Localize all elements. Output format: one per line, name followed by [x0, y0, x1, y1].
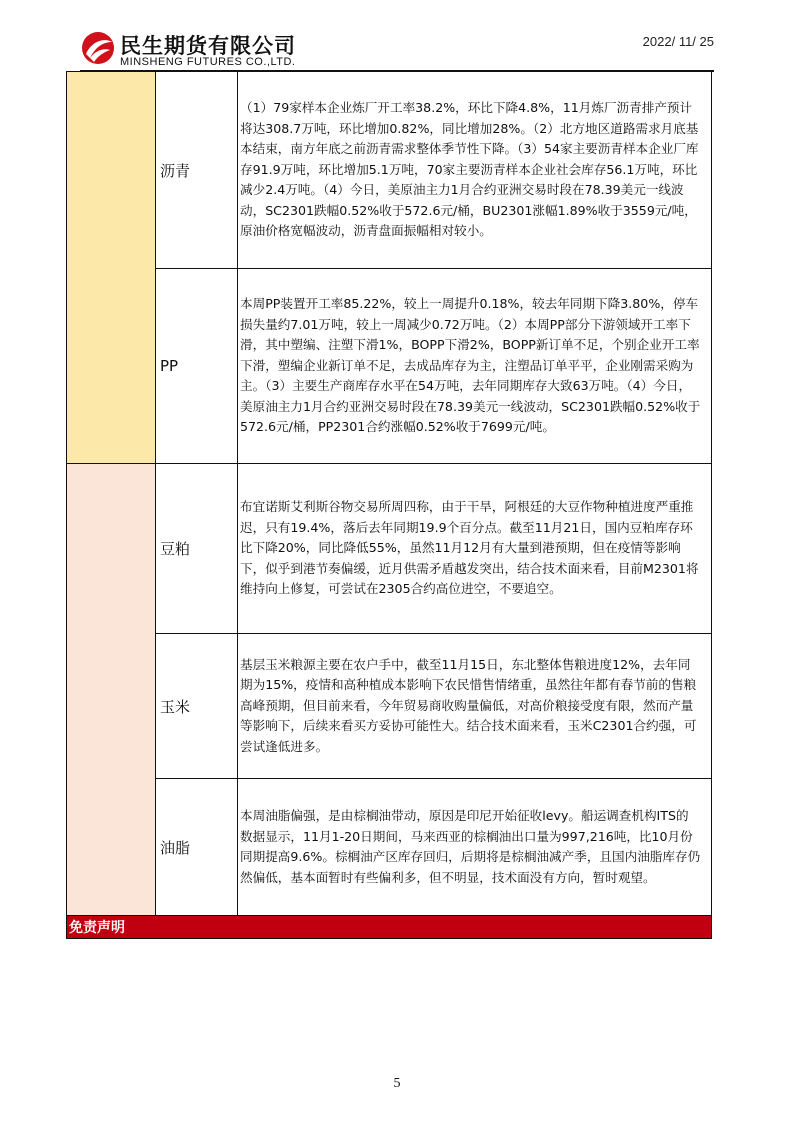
table-row: [67, 779, 712, 916]
commodity-table: [66, 71, 712, 939]
product-name: 沥青: [156, 72, 238, 269]
category-cell-agri: [67, 464, 156, 916]
product-name: 豆粕: [156, 464, 238, 634]
minsheng-logo-icon: [80, 30, 116, 66]
product-analysis: 基层玉米粮源主要在农户手中，截至11月15日，东北整体售粮进度12%，去年同期为15%，疫情和高种植成本影响下农民惜售情绪重，虽然往年都有春节前的售粮高峰预期，但目前来看，今年贸易商收购量偏低，对高价粮接受度有限，然而产量等影响下，后续来看买方妥协可能性大。结合技术面来看，玉米C2301合约强，可尝试逢低进多。: [238, 634, 712, 779]
page-number: 5: [393, 1076, 401, 1091]
table-row: [67, 72, 712, 269]
disclaimer-label: 免责声明: [67, 916, 712, 939]
product-analysis: 布宜诺斯艾利斯谷物交易所周四称，由于干旱，阿根廷的大豆作物种植进度严重推迟，只有19.4%，落后去年同期19.9个百分点。截至11月21日，国内豆粕库存环比下降20%，同比降低55%，虽然11月12月有大量到港预期，但在疫情等影响下，似乎到港节奏偏缓，近月供需矛盾越发突出，结合技术面来看，目前M2301将维持向上修复，可尝试在2305合约高位进空，不要追空。: [238, 464, 712, 634]
product-name: 玉米: [156, 634, 238, 779]
company-name-en: MINSHENG FUTURES CO.,LTD.: [120, 56, 296, 68]
table-row: [67, 634, 712, 779]
product-analysis: 本周油脂偏强，是由棕榈油带动，原因是印尼开始征收levy。船运调查机构ITS的数据显示，11月1-20日期间，马来西亚的棕榈油出口量为997,216吨，比10月份同期提高9.6%。棕榈油产区库存回归，后期将是棕榈油减产季，且国内油脂库存仍然偏低，基本面暂时有些偏利多，但不明显，技术面没有方向，暂时观望。: [238, 779, 712, 916]
product-analysis: 本周PP装置开工率85.22%，较上一周提升0.18%，较去年同期下降3.80%，停车损失量约7.01万吨，较上一周减少0.72万吨。（2）本周PP部分下游领域开工率下滑，其中塑编、注塑下滑1%，BOPP下滑2%，BOPP新订单不足，个别企业开工率下滑，塑编企业新订单不足，去成品库存为主，注塑品订单平平，企业刚需采购为主。（3）主要生产商库存水平在54万吨，去年同期库存大致63万吨。（4）今日，美原油主力1月合约亚洲交易时段在78.39美元一线波动，SC2301跌幅0.52%收于572.6元/桶，PP2301合约涨幅0.52%收于7699元/吨。: [238, 269, 712, 464]
table-row: [67, 269, 712, 464]
product-analysis: （1）79家样本企业炼厂开工率38.2%，环比下降4.8%，11月炼厂沥青排产预计将达308.7万吨，环比增加0.82%，同比增加28%。（2）北方地区道路需求月底基本结束，南方年底之前沥青需求整体季节性下降。（3）54家主要沥青样本企业厂库存91.9万吨，环比增加5.1万吨，70家主要沥青样本企业社会库存56.1万吨，环比减少2.4万吨。（4）今日，美原油主力1月合约亚洲交易时段在78.39美元一线波动，SC2301跌幅0.52%收于572.6元/桶，BU2301涨幅1.89%收于3559元/吨，原油价格宽幅波动，沥青盘面振幅相对较小。: [238, 72, 712, 269]
disclaimer-bar: [67, 916, 712, 939]
report-date: 2022/ 11/ 25: [642, 34, 714, 49]
company-name-cn: 民生期货有限公司: [120, 34, 296, 58]
page-header: [0, 0, 794, 70]
product-name: 油脂: [156, 779, 238, 916]
table-row: [67, 464, 712, 634]
product-name: PP: [156, 269, 238, 464]
category-cell-energy: [67, 72, 156, 464]
